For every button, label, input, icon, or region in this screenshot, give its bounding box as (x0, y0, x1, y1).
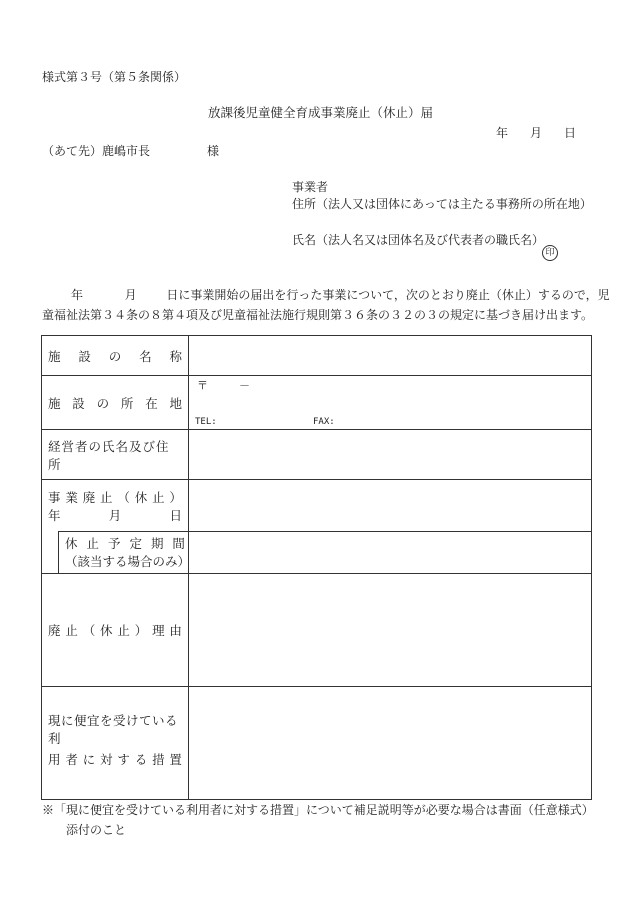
label-facility-name: 施 設 の 名 称 (42, 336, 189, 376)
input-measures[interactable] (189, 687, 592, 800)
row-facility-name (42, 336, 592, 376)
row-reason (42, 574, 592, 687)
label-reason: 廃 止 （ 休 止 ） 理 由 (42, 574, 189, 687)
date-month: 月 (529, 126, 542, 140)
label-measures: 現に便宜を受けている利 用 者 に 対 す る 措 置 (42, 687, 189, 800)
body-year: 年 (71, 288, 84, 302)
input-closure-date[interactable] (189, 480, 592, 532)
body-month: 月 (124, 288, 137, 302)
input-suspension-period[interactable] (189, 532, 592, 574)
form-number: 様式第３号（第５条関係） (42, 70, 187, 84)
footnote-line-1: ※「現に便宜を受けている利用者に対する措置」について補足説明等が必要な場合は書面（任意様式） (42, 803, 594, 817)
tel-label: TEL: (195, 417, 217, 427)
postal-dash: － (239, 379, 250, 392)
body-line-1 (71, 286, 610, 303)
applicant-name-label: 氏名（法人名又は団体名及び代表者の職氏名） (292, 233, 545, 247)
fax-label: FAX: (313, 417, 335, 427)
date-year: 年 (496, 126, 509, 140)
notification-table (41, 335, 592, 800)
applicant-address-label: 住所（法人又は団体にあっては主たる事務所の所在地） (292, 197, 592, 211)
label-suspension-period: 休 止 予 定 期 間 （該当する場合のみ） (42, 532, 189, 574)
seal-mark: 印 (542, 245, 558, 261)
body-line-2: 童福祉法第３４条の８第４項及び児童福祉法施行規則第３６条の３２の３の規定に基づき届け出ます。 (42, 308, 594, 322)
addressee-label: （あて先）鹿嶋市長 (42, 144, 151, 158)
row-closure-date (42, 480, 592, 532)
postal-mark: 〒 (197, 379, 208, 392)
row-facility-location (42, 376, 592, 430)
row-operator (42, 430, 592, 480)
input-facility-name[interactable] (189, 336, 592, 376)
addressee-honorific: 様 (207, 144, 220, 158)
row-measures (42, 687, 592, 800)
date-day: 日 (563, 126, 576, 140)
footnote-line-2: 添付のこと (66, 823, 127, 837)
label-operator: 経営者の氏名及び住所 (42, 430, 189, 480)
input-operator[interactable] (189, 430, 592, 480)
input-facility-location[interactable] (189, 376, 592, 430)
row-suspension-period (42, 532, 592, 574)
input-reason[interactable] (189, 574, 592, 687)
body-line-1-text: 日に事業開始の届出を行った事業について，次のとおり廃止（休止）するので，児 (166, 288, 610, 302)
document-title: 放課後児童健全育成事業廃止（休止）届 (208, 105, 434, 120)
applicant-heading: 事業者 (292, 180, 329, 194)
date-line (496, 124, 576, 141)
label-closure-date: 事 業 廃 止 （ 休 止 ） 年 月 日 (42, 480, 189, 532)
label-facility-location: 施 設 の 所 在 地 (42, 376, 189, 430)
